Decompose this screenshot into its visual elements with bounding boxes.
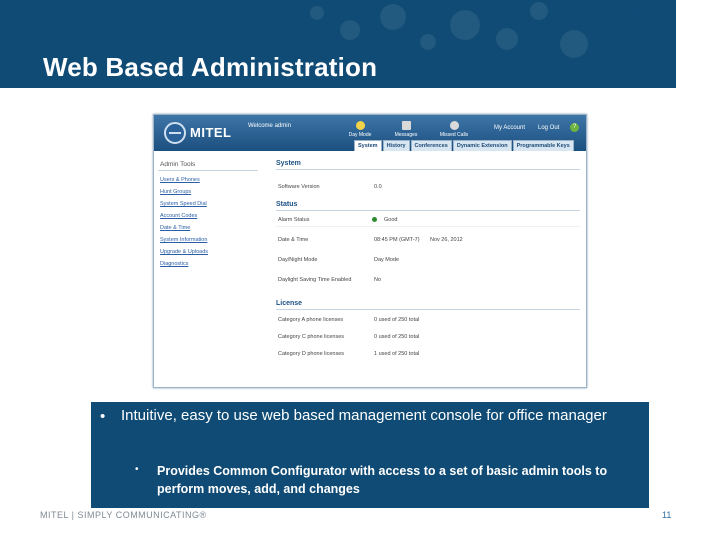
tab-system[interactable]: System <box>354 140 382 151</box>
sidebar-link-date-time[interactable]: Date & Time <box>160 225 191 231</box>
messages-label: Messages <box>394 132 418 138</box>
license-row <box>276 347 580 364</box>
web-admin-screenshot <box>153 114 587 388</box>
mitel-logo-icon <box>592 0 652 24</box>
status-row <box>276 253 580 273</box>
license-section-title: License <box>276 299 580 310</box>
sidebar-link-account-codes[interactable]: Account Codes <box>160 213 198 219</box>
missed-calls-label: Missed Calls <box>439 132 469 138</box>
alarm-status-label: Alarm Status <box>278 217 310 223</box>
tab-dynamic-extension[interactable]: Dynamic Extension <box>453 140 512 151</box>
dst-enabled-label: Daylight Saving Time Enabled <box>278 277 352 283</box>
footer-brand: MITEL | SIMPLY COMMUNICATING® <box>40 510 207 520</box>
app-brand-name: MITEL <box>190 125 232 140</box>
bullet-marker: • <box>100 408 106 425</box>
sidebar-title: Admin Tools <box>158 159 258 171</box>
sidebar-link-diagnostics[interactable]: Diagnostics <box>160 261 189 267</box>
day-night-mode-value: Day Mode <box>374 257 400 263</box>
tab-programmable-keys[interactable]: Programmable Keys <box>513 140 574 151</box>
bullet-box <box>91 402 649 508</box>
welcome-text: Welcome admin <box>248 123 291 129</box>
sidebar-link-system-speed-dial[interactable]: System Speed Dial <box>160 201 207 207</box>
license-row <box>276 330 580 347</box>
messages-button[interactable] <box>386 121 426 138</box>
sidebar-link-hunt-groups[interactable]: Hunt Groups <box>160 189 192 195</box>
status-row <box>276 213 580 227</box>
missed-calls-button[interactable] <box>434 121 474 138</box>
license-value: 0 used of 250 total <box>374 317 420 323</box>
software-version-value: 0.0 <box>374 184 382 190</box>
envelope-icon <box>402 121 411 130</box>
bullet-level1-text: Intuitive, easy to use web based management console for office manager <box>121 407 607 424</box>
license-label: Category D phone licenses <box>278 351 345 357</box>
dst-enabled-value: No <box>374 277 382 283</box>
phone-icon <box>450 121 459 130</box>
license-value: 0 used of 250 total <box>374 334 420 340</box>
license-value: 1 used of 250 total <box>374 351 420 357</box>
system-panel <box>276 159 580 364</box>
slide-number: 11 <box>662 510 672 520</box>
title-banner <box>0 0 676 88</box>
help-icon[interactable]: ? <box>570 123 579 132</box>
tab-history[interactable]: History <box>383 140 410 151</box>
day-mode-button[interactable] <box>340 121 380 138</box>
bullet-level2-text: Provides Common Configurator with access to a set of basic admin tools to perform moves, add, and changes <box>157 464 608 496</box>
app-header <box>154 115 586 151</box>
license-label: Category C phone licenses <box>278 334 345 340</box>
license-row <box>276 313 580 330</box>
status-row <box>276 273 580 299</box>
status-section-title: Status <box>276 200 580 211</box>
date-time-value: 08:45 PM (GMT-7) <box>374 237 420 243</box>
date-value: Nov 26, 2012 <box>430 237 463 243</box>
software-version-label: Software Version <box>278 184 320 190</box>
license-label: Category A phone licenses <box>278 317 344 323</box>
sun-icon <box>356 121 365 130</box>
admin-tools-sidebar <box>158 159 258 273</box>
log-out-link[interactable]: Log Out <box>538 125 560 131</box>
tab-bar <box>354 140 575 151</box>
date-time-label: Date & Time <box>278 237 309 243</box>
sidebar-link-users-phones[interactable]: Users & Phones <box>160 177 200 183</box>
tab-conferences[interactable]: Conferences <box>411 140 452 151</box>
sidebar-link-system-information[interactable]: System Information <box>160 237 208 243</box>
day-night-mode-label: Day/Night Mode <box>278 257 318 263</box>
alarm-status-value: Good <box>384 217 398 223</box>
alarm-status-indicator <box>372 217 377 222</box>
software-version-row <box>276 170 580 200</box>
status-row <box>276 227 580 253</box>
system-section-title: System <box>276 159 580 170</box>
bullet-marker: • <box>135 464 139 475</box>
mitel-globe-icon <box>164 122 186 144</box>
app-brand <box>164 122 234 144</box>
day-mode-label: Day Mode <box>348 132 372 138</box>
sidebar-link-upgrade-uploads[interactable]: Upgrade & Uploads <box>160 249 209 255</box>
my-account-link[interactable]: My Account <box>494 125 526 131</box>
slide-title: Web Based Administration <box>43 52 378 82</box>
